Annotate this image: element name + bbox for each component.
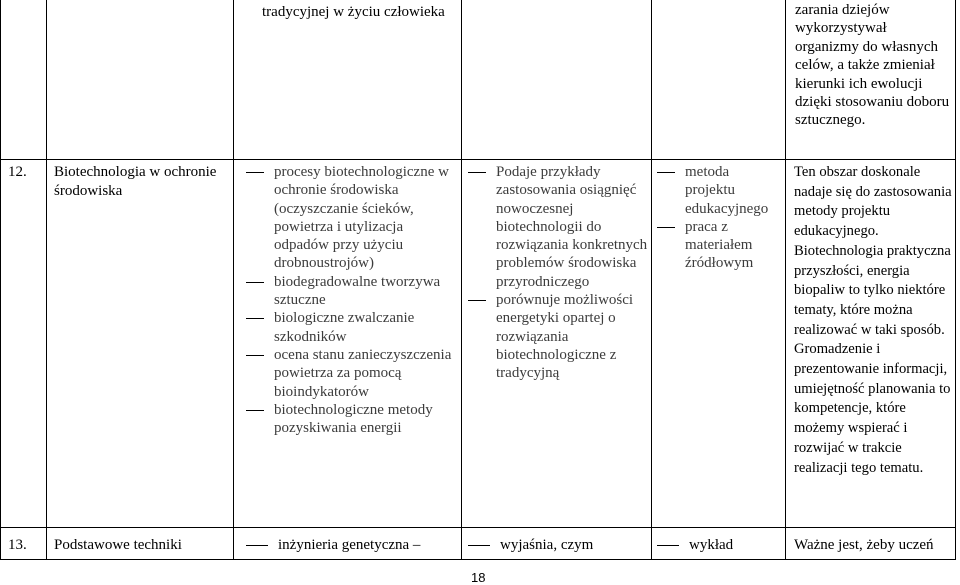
row-13-comment-cell bbox=[794, 536, 954, 555]
row-12-content-cell bbox=[246, 163, 458, 437]
row-12-comment-cell bbox=[794, 163, 952, 478]
page-number: 18 bbox=[471, 570, 486, 585]
row-13-comment-text: Ważne jest, żeby uczeń bbox=[794, 537, 934, 553]
list-item: biologiczne zwalczanie szkodników bbox=[246, 309, 458, 346]
list-item: biotechnologiczne metody pozyskiwania energii bbox=[246, 401, 458, 438]
list-item: biodegradowalne tworzywa sztuczne bbox=[246, 273, 458, 310]
row-divider-12-13 bbox=[0, 527, 956, 528]
row-12-content-list bbox=[246, 163, 458, 437]
column-divider-4 bbox=[651, 0, 652, 560]
previous-row-comment-cell bbox=[795, 1, 953, 130]
row-13-number-text: 13. bbox=[8, 537, 27, 553]
row-divider-11-12 bbox=[0, 159, 956, 160]
column-divider-3 bbox=[461, 0, 462, 560]
row-12-topic-cell bbox=[54, 163, 219, 200]
previous-row-comment-text: zarania dziejów wykorzystywał organizmy do własnych celów, a także zmieniał kierunki ich ewolucji dzięki stosowaniu doboru sztucznego. bbox=[795, 2, 950, 129]
row-13-number bbox=[8, 536, 27, 555]
row-13-outcomes-text: wyjaśnia, czym bbox=[500, 537, 594, 553]
row-13-methods-text: wykład bbox=[689, 537, 734, 553]
row-12-methods-list bbox=[657, 163, 782, 273]
column-divider-1 bbox=[46, 0, 47, 560]
row-12-number-text: 12. bbox=[8, 164, 27, 180]
dash-mark bbox=[246, 545, 268, 546]
row-13-topic-text: Podstawowe techniki bbox=[54, 537, 182, 553]
previous-row-content-text: tradycyjnej w życiu człowieka bbox=[262, 4, 445, 20]
list-item: praca z materiałem źródłowym bbox=[657, 218, 782, 273]
list-item: Podaje przykłady zastosowania osiągnięć nowoczesnej biotechnologii do rozwiązania konkretnych problemów środowiska przyrodniczego bbox=[468, 163, 648, 291]
row-12-number bbox=[8, 163, 27, 182]
row-12-topic-text: Biotechnologia w ochronie środowiska bbox=[54, 164, 217, 199]
row-13-content-cell bbox=[246, 536, 458, 555]
list-item: metoda projektu edukacyjnego bbox=[657, 163, 782, 218]
column-divider-5 bbox=[785, 0, 786, 560]
table-border-left bbox=[0, 0, 1, 560]
table-border-right bbox=[955, 0, 956, 560]
row-13-topic-cell bbox=[54, 536, 229, 555]
row-divider-bottom bbox=[0, 559, 956, 560]
list-item: porównuje możliwości energetyki opartej o rozwiązania biotechnologiczne z tradycyjną bbox=[468, 291, 648, 382]
row-12-outcomes-cell bbox=[468, 163, 648, 383]
row-13-content-text: inżynieria genetyczna – bbox=[278, 537, 421, 553]
row-13-methods-cell bbox=[657, 536, 782, 555]
dash-mark bbox=[468, 545, 490, 546]
row-12-methods-cell bbox=[657, 163, 782, 273]
row-13-outcomes-cell bbox=[468, 536, 648, 555]
previous-row-content-cell bbox=[262, 3, 452, 22]
list-item: ocena stanu zanieczyszczenia powietrza za pomocą bioindykatorów bbox=[246, 346, 458, 401]
row-12-outcomes-list bbox=[468, 163, 648, 383]
dash-mark bbox=[657, 545, 679, 546]
row-12-comment-text: Ten obszar doskonale nadaje się do zastosowania metody projektu edukacyjnego. Biotechnologia praktyczna przyszłości, energia biopaliw to tylko niektóre tematy, które można realizować w taki sposób. Gromadzenie i prezentowanie informacji, umiejętność planowania to kompetencje, które możemy wspierać i rozwijać w trakcie realizacji tego tematu. bbox=[794, 164, 952, 476]
list-item: procesy biotechnologiczne w ochronie środowiska (oczyszczanie ścieków, powietrza i utylizacja odpadów przy użyciu drobnoustrojów) bbox=[246, 163, 458, 273]
column-divider-2 bbox=[233, 0, 234, 560]
